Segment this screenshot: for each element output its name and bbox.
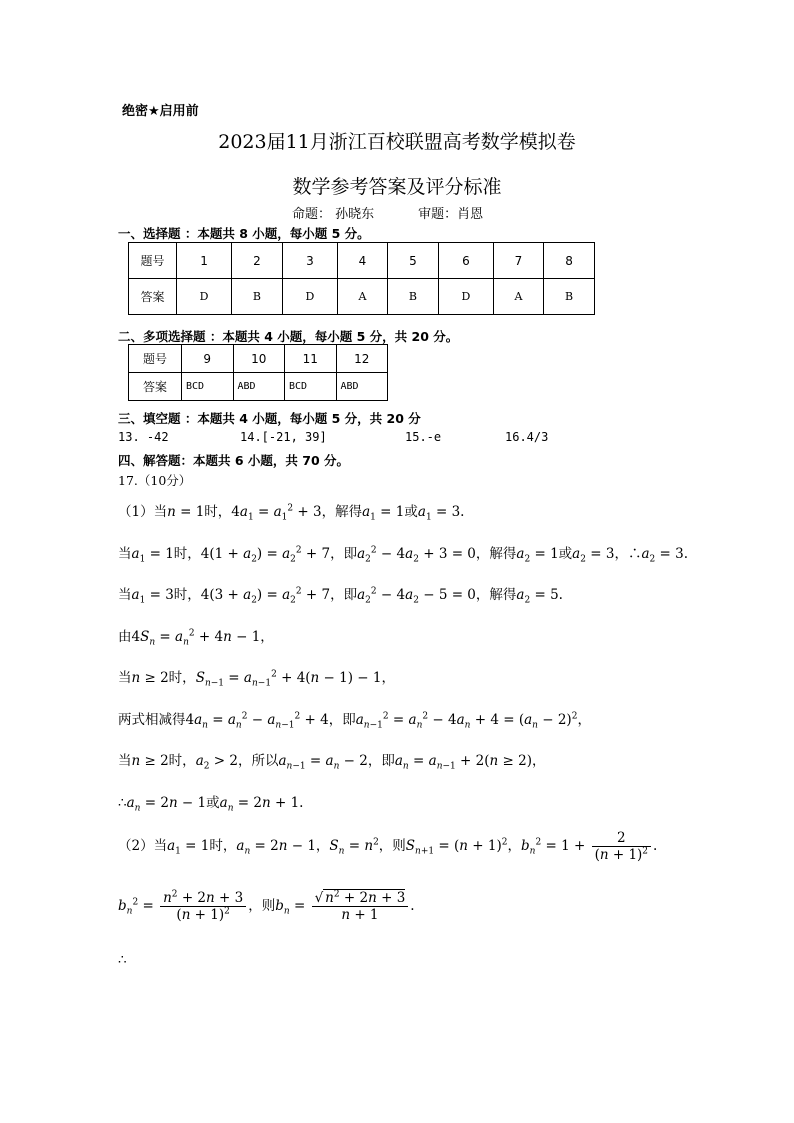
row-label: 题号 xyxy=(129,345,182,373)
section2-heading: 二、多项选择题 ：本题共 4 小题，每小题 5 分，共 20 分。 xyxy=(118,329,459,344)
row-label: 答案 xyxy=(129,373,182,401)
section1-heading: 一、选择题 ：本题共 8 小题，每小题 5 分。 xyxy=(118,226,370,241)
row-label: 题号 xyxy=(129,243,177,279)
fill-answer-15: 15.-e xyxy=(405,430,442,444)
fraction: $\frac{2}{(n + 1)^2}$ xyxy=(592,830,651,863)
solution-line: 当n ≥ 2时，$S_{n-1} = a_{n-1}^2 + 4(n - 1) - 1$， xyxy=(118,669,395,689)
solution-line: （2）当$a_1 = 1$时，$a_n = 2n - 1$，$S_n = n^2$，则$S_{n+1} = (n + 1)^2$，$b_n^2 = 1$ + $\frac{2}{(n + 1)^2}$ . xyxy=(118,830,658,863)
fraction: $\frac{√ n^2 + 2n + 3}{n + 1}$ xyxy=(312,890,409,923)
multi-select-answer-table xyxy=(128,344,388,401)
confidential-mark: 绝密★启用前 xyxy=(122,104,199,119)
question-number: 6 xyxy=(438,243,493,279)
question-number: 2 xyxy=(232,243,283,279)
fraction: $\frac{n^2 + 2n + 3}{(n + 1)^2}$ xyxy=(160,890,246,923)
question-number: 1 xyxy=(177,243,232,279)
answer-cell: D xyxy=(177,279,232,315)
therefore-symbol: ∴ xyxy=(118,952,127,968)
author-label: 命题： 孙晓东 xyxy=(292,207,375,222)
question-number: 11 xyxy=(285,345,337,373)
question-number: 10 xyxy=(233,345,285,373)
answer-cell: ABD xyxy=(233,373,285,401)
table-row xyxy=(129,243,595,279)
fill-answer-14: 14.[-21, 39] xyxy=(240,430,327,444)
answer-cell: B xyxy=(544,279,595,315)
fill-answer-16: 16.4/3 xyxy=(505,430,549,444)
solution-line: 当$a_1 = 1$时，$4(1 + a_2) = a_2^2 + 7$，即$a_2^2 - 4a_2 + 3 = 0$，解得$a_2 = 1$或$a_2 = 3$，$\therefore a_2 = 3$. xyxy=(118,545,689,565)
answer-cell: D xyxy=(282,279,337,315)
author-line xyxy=(292,203,483,222)
row-label: 答案 xyxy=(129,279,177,315)
section3-heading: 三、填空题 ：本题共 4 小题，每小题 5 分，共 20 分 xyxy=(118,411,421,426)
question-number: 7 xyxy=(493,243,543,279)
answer-cell: BCD xyxy=(285,373,337,401)
question-number: 9 xyxy=(182,345,234,373)
answer-cell: B xyxy=(388,279,439,315)
solution-line: 当n ≥ 2时，$a_2 > 2$，所以$a_{n-1} = a_n - 2$，即$a_n = a_{n-1} + 2(n \ge 2)$， xyxy=(118,753,546,772)
multiple-choice-answer-table xyxy=(128,242,595,315)
solution-line: $\therefore a_n = 2n - 1$或$a_n = 2n + 1$. xyxy=(118,795,304,814)
table-row xyxy=(129,279,595,315)
table-row xyxy=(129,345,388,373)
solution-line: $b_n^2$ = $\frac{n^2 + 2n + 3}{(n + 1)^2}$ ，则$b_n$ = $\frac{√ n^2 + 2n + 3}{n + 1}$ . xyxy=(118,889,415,923)
exam-title: 2023届11月浙江百校联盟高考数学模拟卷 xyxy=(218,131,576,153)
answer-cell: A xyxy=(337,279,387,315)
table-row xyxy=(129,373,388,401)
question-number: 8 xyxy=(544,243,595,279)
question-number: 4 xyxy=(337,243,387,279)
question-number: 5 xyxy=(388,243,439,279)
question-number: 3 xyxy=(282,243,337,279)
question-17-label: 17.（10分） xyxy=(118,473,192,488)
answer-cell: B xyxy=(232,279,283,315)
question-number: 12 xyxy=(336,345,388,373)
solution-line: 两式相减得$4a_n = a_n^2 - a_{n-1}^2 + 4$，即$a_{n-1}^2 = a_n^2 - 4a_n + 4 = (a_n - 2)^2$， xyxy=(118,711,591,731)
answer-cell: BCD xyxy=(182,373,234,401)
fill-answer-13: 13. -42 xyxy=(118,430,169,444)
reviewer-label: 审题：肖恩 xyxy=(418,207,484,222)
solution-line: （1）当n = 1时，$4a_1 = a_1^2 + 3$，解得$a_1 = 1$或$a_1 = 3$. xyxy=(118,503,465,523)
solution-line: 由$4S_n = a_n^2 + 4n - 1$， xyxy=(118,628,274,648)
answer-cell: ABD xyxy=(336,373,388,401)
answer-cell: D xyxy=(438,279,493,315)
section4-heading: 四、解答题：本题共 6 小题，共 70 分。 xyxy=(118,453,350,468)
answer-cell: A xyxy=(493,279,543,315)
answer-key-subtitle: 数学参考答案及评分标准 xyxy=(292,176,502,198)
solution-line: 当$a_1 = 3$时，$4(3 + a_2) = a_2^2 + 7$，即$a_2^2 - 4a_2 - 5 = 0$，解得$a_2 = 5$. xyxy=(118,586,563,606)
